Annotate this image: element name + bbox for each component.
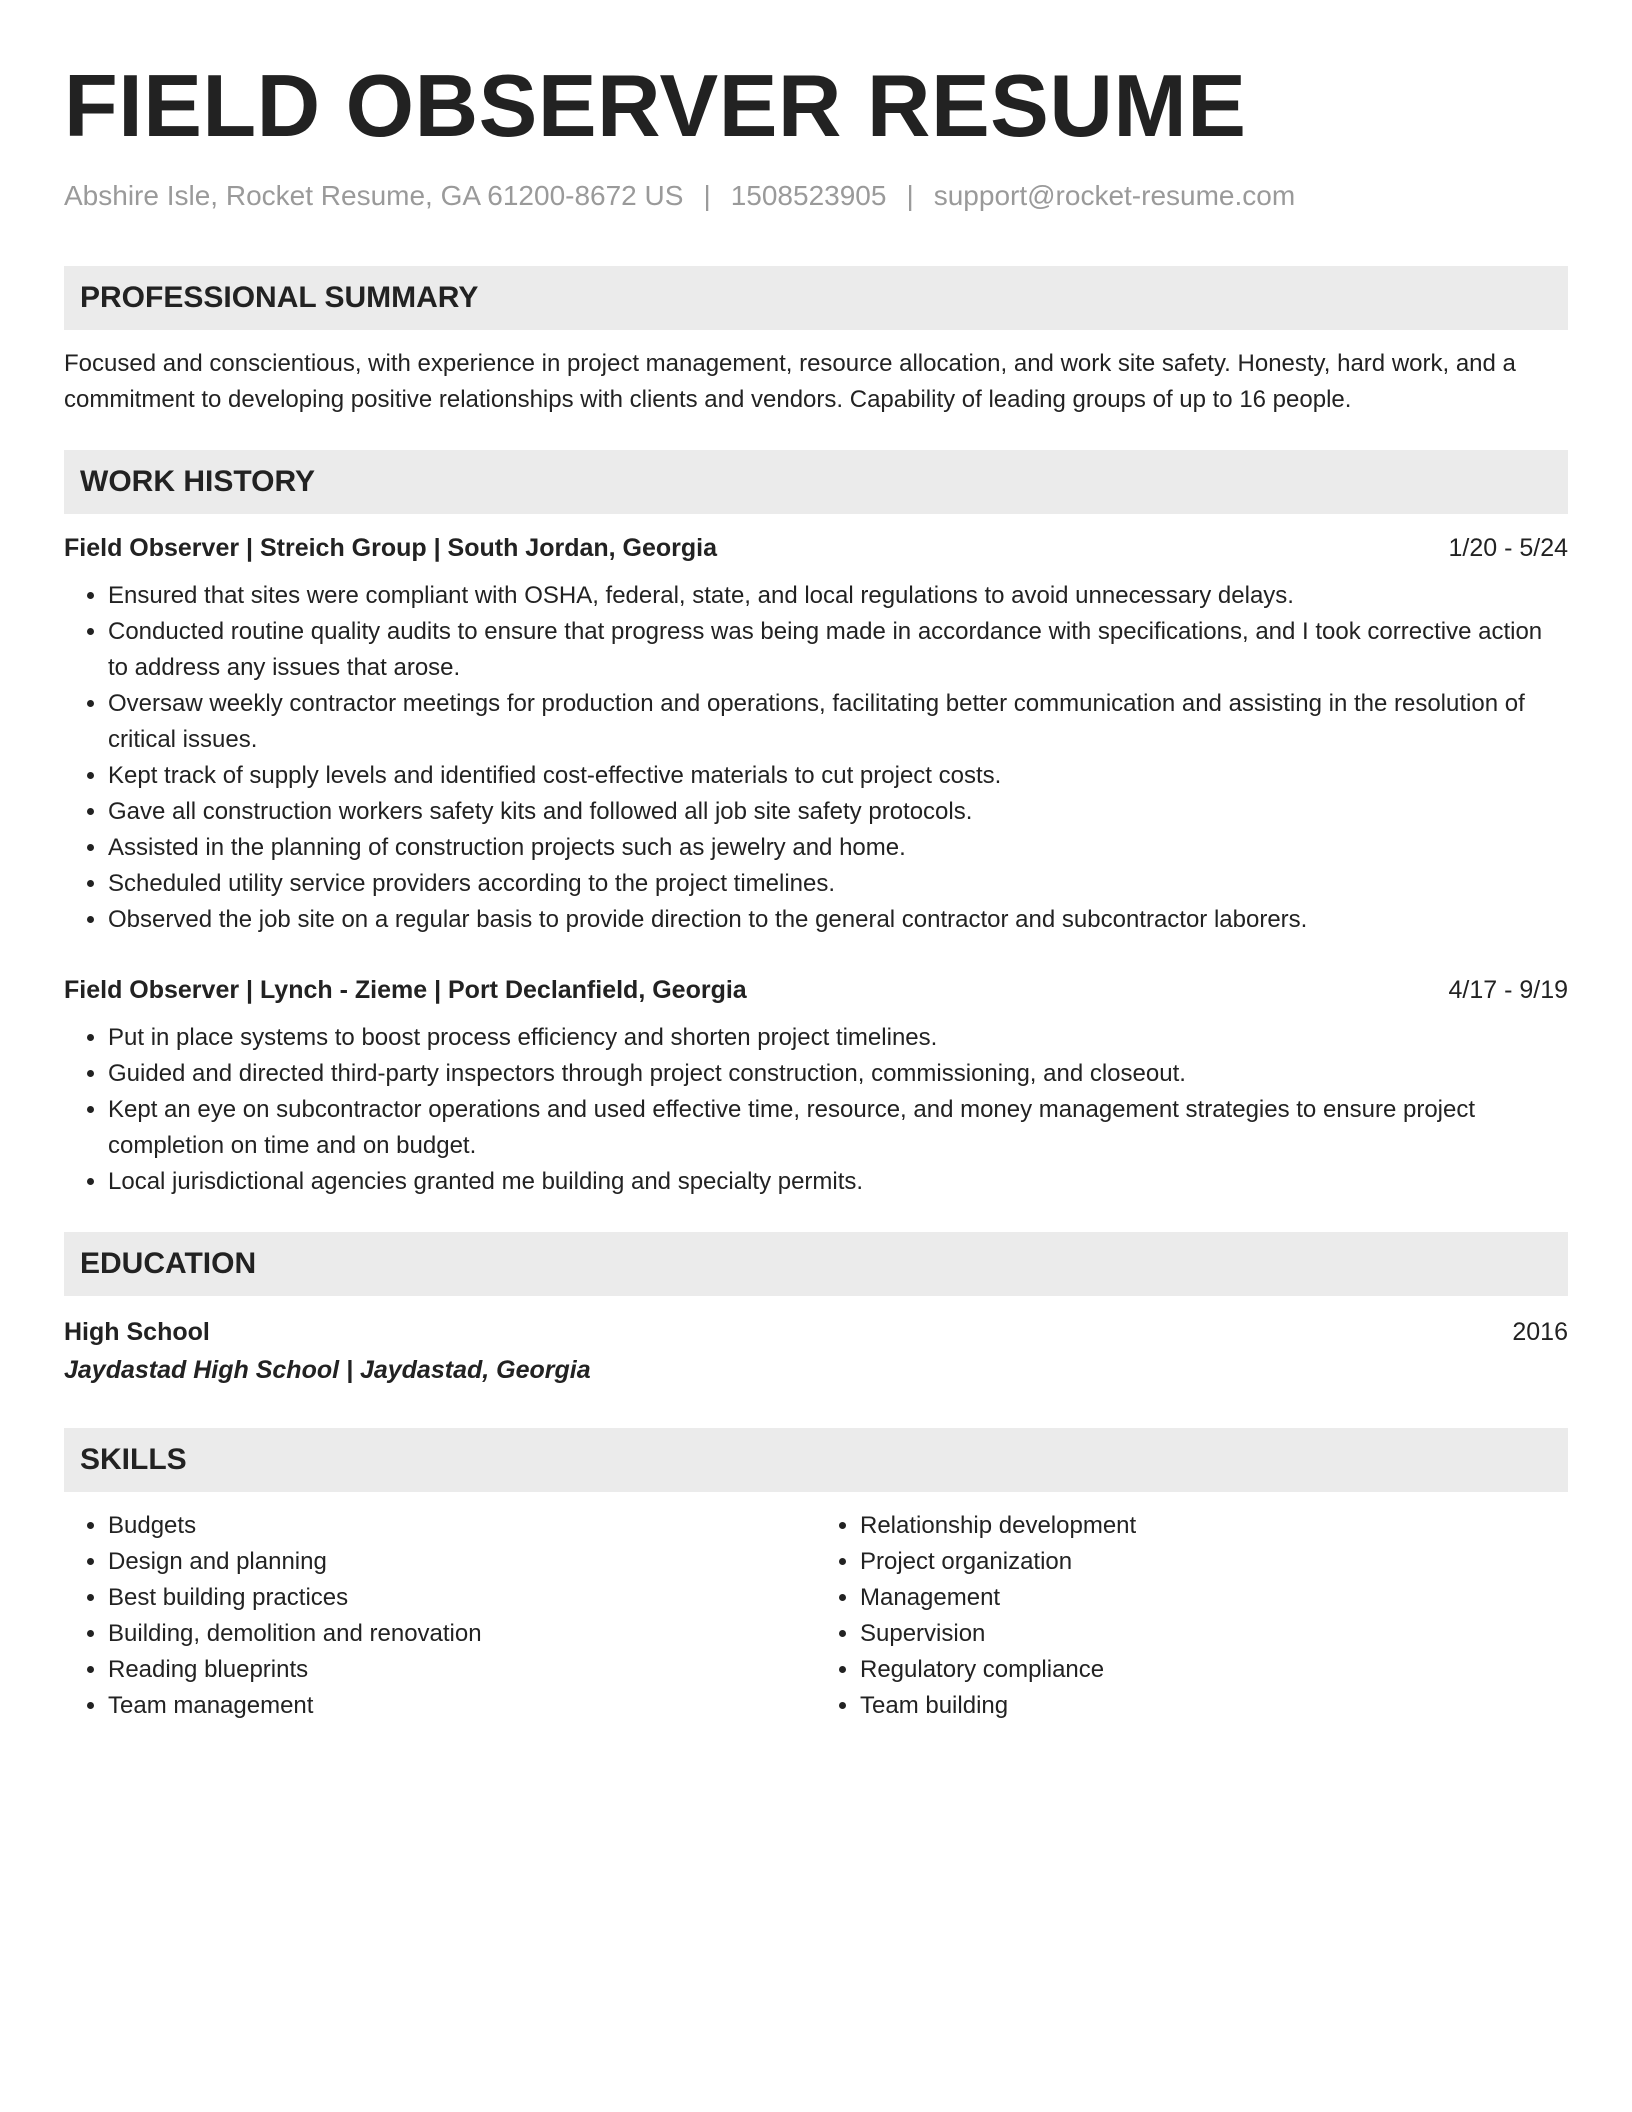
section-heading-work-history: WORK HISTORY (64, 450, 1568, 514)
job-title: Field Observer | Lynch - Zieme | Port Declanfield, Georgia (64, 976, 747, 1004)
skill-item: • Team building (860, 1688, 1568, 1724)
contact-line (64, 178, 1568, 214)
skill-item: • Building, demolition and renovation (108, 1616, 816, 1652)
job-entry (64, 972, 1568, 1200)
contact-address: Abshire Isle, Rocket Resume, GA 61200-8672 US (64, 180, 684, 211)
job-bullet: • Conducted routine quality audits to ensure that progress was being made in accordance with specifications, and I took corrective action to address any issues that arose. (108, 614, 1568, 686)
job-bullet: • Kept an eye on subcontractor operations and used effective time, resource, and money management strategies to ensure project completion on time and on budget. (108, 1092, 1568, 1164)
section-heading-summary: PROFESSIONAL SUMMARY (64, 266, 1568, 330)
section-heading-education: EDUCATION (64, 1232, 1568, 1296)
summary-text: Focused and conscientious, with experience in project management, resource allocation, and work site safety. Honesty, hard work, and a commitment to developing positive relationships with clients and vendors. Capability of leading groups of up to 16 people. (64, 350, 1516, 413)
skill-item: • Reading blueprints (108, 1652, 816, 1688)
job-header (64, 972, 1568, 1008)
contact-email: support@rocket-resume.com (933, 180, 1296, 211)
job-title: Field Observer | Streich Group | South Jordan, Georgia (64, 534, 718, 562)
skill-item: • Regulatory compliance (860, 1652, 1568, 1688)
job-bullet: • Local jurisdictional agencies granted me building and specialty permits. (108, 1164, 1568, 1200)
job-dates: 1/20 - 5/24 (1448, 534, 1568, 562)
job-bullet: • Kept track of supply levels and identified cost-effective materials to cut project costs. (108, 758, 1568, 794)
resume-title: FIELD OBSERVER RESUME (64, 56, 1247, 155)
skill-item: • Supervision (860, 1616, 1568, 1652)
job-bullet: • Assisted in the planning of construction projects such as jewelry and home. (108, 830, 1568, 866)
contact-phone: 1508523905 (730, 180, 887, 211)
job-bullet: • Put in place systems to boost process efficiency and shorten project timelines. (108, 1020, 1568, 1056)
skills-list (816, 1508, 1568, 1724)
skill-item: • Budgets (108, 1508, 816, 1544)
education-school: Jaydastad High School | Jaydastad, Georgia (64, 1356, 591, 1384)
job-dates: 4/17 - 9/19 (1448, 976, 1568, 1004)
skill-item: • Management (860, 1580, 1568, 1616)
skill-item: • Design and planning (108, 1544, 816, 1580)
job-bullet: • Gave all construction workers safety kits and followed all job site safety protocols. (108, 794, 1568, 830)
job-bullet-list (64, 578, 1568, 938)
education-degree: High School (64, 1318, 210, 1346)
skills-columns (64, 1508, 1568, 1724)
job-header (64, 530, 1568, 566)
contact-separator: | (703, 180, 711, 211)
section-heading-skills: SKILLS (64, 1428, 1568, 1492)
skill-item: • Team management (108, 1688, 816, 1724)
skill-item: • Best building practices (108, 1580, 816, 1616)
skills-column-right (816, 1508, 1568, 1724)
job-bullet: • Ensured that sites were compliant with OSHA, federal, state, and local regulations to avoid unnecessary delays. (108, 578, 1568, 614)
job-bullet: • Scheduled utility service providers according to the project timelines. (108, 866, 1568, 902)
job-entry (64, 530, 1568, 938)
skills-column-left (64, 1508, 816, 1724)
skill-item: • Project organization (860, 1544, 1568, 1580)
job-bullet: • Oversaw weekly contractor meetings for production and operations, facilitating better communication and assisting in the resolution of critical issues. (108, 686, 1568, 758)
education-row (64, 1314, 1568, 1350)
contact-separator: | (906, 180, 914, 211)
education-year: 2016 (1512, 1318, 1568, 1346)
skill-item: • Relationship development (860, 1508, 1568, 1544)
job-bullet: • Observed the job site on a regular basis to provide direction to the general contractor and subcontractor laborers. (108, 902, 1568, 938)
skills-list (64, 1508, 816, 1724)
job-bullet: • Guided and directed third-party inspectors through project construction, commissioning, and closeout. (108, 1056, 1568, 1092)
job-bullet-list (64, 1020, 1568, 1200)
